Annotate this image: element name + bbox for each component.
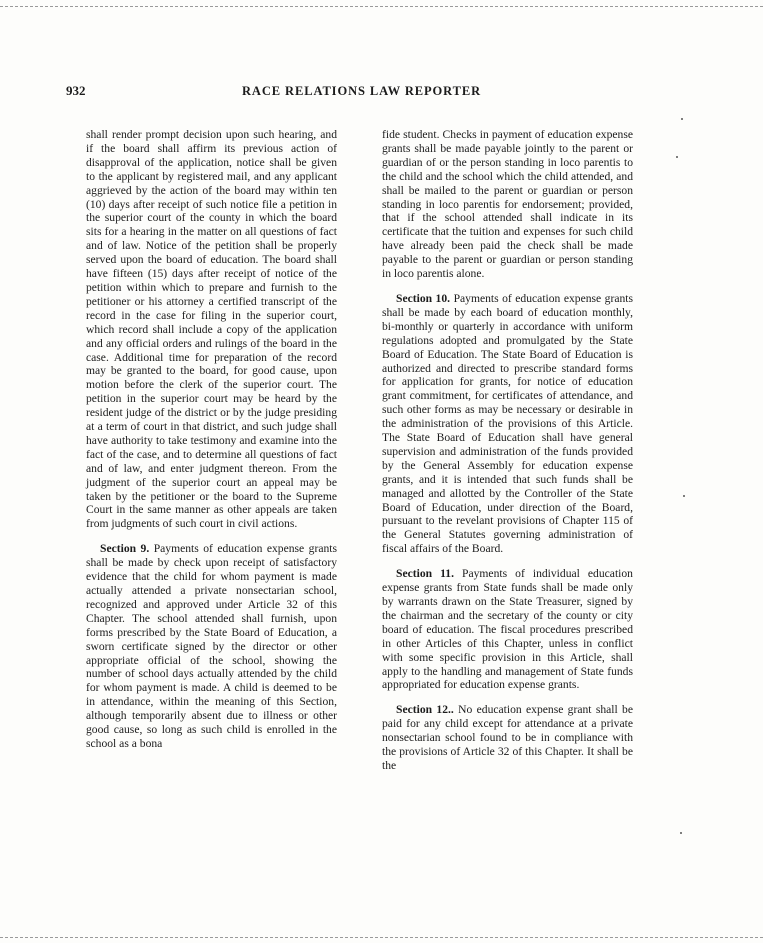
paragraph-text: Payments of education expense grants shall be made by each board of education monthly, bi-monthly or quarterly in accordance with uniform regulations adopted and promulgated by the State Board of Education. The State Board of Education is authorized and directed to prescribe standard forms for application for grants, for notice of education grant commitment, for certificates of attendance, and such other forms as may be necessary or desirable in the administration of the provisions of this Article. The State Board of Education shall have general supervision and administration of the funds provided by the General Assembly for education expense grants, and it is intended that such funds shall be managed and allotted by the Controller of the State Board of Education, under direction of the Board, pursuant to the revelant provisions of Chapter 115 of the General Statutes governing administration of fiscal affairs of the Board. <box>382 291 634 556</box>
right-text-column <box>382 128 633 784</box>
scan-bottom-edge-rule <box>0 937 763 938</box>
scan-speck <box>680 832 682 834</box>
paragraph-continued-bona-fide <box>382 128 633 281</box>
paragraph-text: fide student. Checks in payment of education expense grants shall be made payable jointly to the parent or guardian of or the person standing in loco parentis to the child and the school which the child attended, and shall be mailed to the parent or guardian or person standing in loco parentis for endorsement; provided, that if the school attended shall indicate in its certificate that the tuition and expenses for such child have already been paid the check shall be made payable to the parent or guardian or person standing in loco parentis alone. <box>382 128 633 281</box>
paragraph-section-10 <box>382 292 633 556</box>
paragraph-section-12 <box>382 703 633 773</box>
section-10-label: Section 10. <box>396 291 451 305</box>
section-12-label: Section 12.. <box>396 703 454 717</box>
scan-top-edge-rule <box>0 6 763 7</box>
paragraph-continued-hearing <box>86 128 337 531</box>
paragraph-text: No education expense grant shall be paid for any child except for attendance at a private nonsectarian school found to be in compliance with the provisions of Article 32 of this Chapter. It shall be the <box>382 703 633 772</box>
paragraph-text: Payments of individual education expense grants from State funds shall be made only by warrants drawn on the State Treasurer, signed by the chairman and the secretary of the county or city board of education. The fiscal procedures prescribed in other Articles of this Chapter, unless in conflict with some specific provision in this Article, shall apply to the handling and management of State funds appropriated for education expense grants. <box>382 567 633 692</box>
left-text-column <box>86 128 337 762</box>
scan-speck <box>681 118 683 120</box>
paragraph-section-11 <box>382 567 633 692</box>
page-number: 932 <box>66 83 86 98</box>
running-title: RACE RELATIONS LAW REPORTER <box>242 84 482 98</box>
scan-speck <box>676 156 678 158</box>
paragraph-text: Payments of education expense grants shall be made by check upon receipt of satisfactory evidence that the child for whom payment is made actually attended a private nonsectarian school, recognized and approved under Article 32 of this Chapter. The school attended shall furnish, upon forms prescribed by the State Board of Education, a sworn certificate signed by the director or other appropriate official of the school, showing the number of school days actually attended by the child for whom payment is made. A child is deemed to be in attendance, within the meaning of this Section, although temporarily absent due to illness or other good cause, so long as such child is enrolled in the school as a bona <box>86 542 337 750</box>
section-9-label: Section 9. <box>100 542 150 556</box>
scan-speck <box>683 495 685 497</box>
section-11-label: Section 11. <box>396 567 454 581</box>
paragraph-section-9 <box>86 542 337 751</box>
paragraph-text: shall render prompt decision upon such hearing, and if the board shall affirm its previous action of disapproval of the application, notice shall be given to the applicant by registered mail, and any applicant aggrieved by the action of the board may within ten (10) days after receipt of such notice file a petition in the superior court of the county in which the board sits for a hearing in the matter on all questions of fact and of law. Notice of the petition shall be properly served upon the board of education. The board shall have fifteen (15) days after receipt of notice of the petition within which to prepare and furnish to the petitioner or his attorney a certified transcript of the record in the case for filing in the superior court, which record shall include a copy of the application and any official orders and rulings of the board in the case. Additional time for preparation of the record may be granted to the board, for good cause, upon motion before the clerk of the superior court. The petition in the superior court may be heard by the resident judge of the district or by the judge presiding at a term of court in that district, and such judge shall have authority to take testimony and examine into the fact of the case, and to determine all questions of fact and of law, and enter judgment thereon. From the judgment of the superior court an appeal may be taken by the petitioner or the board to the Supreme Court in the same manner as other appeals are taken from judgments of such court in civil actions. <box>86 128 337 531</box>
